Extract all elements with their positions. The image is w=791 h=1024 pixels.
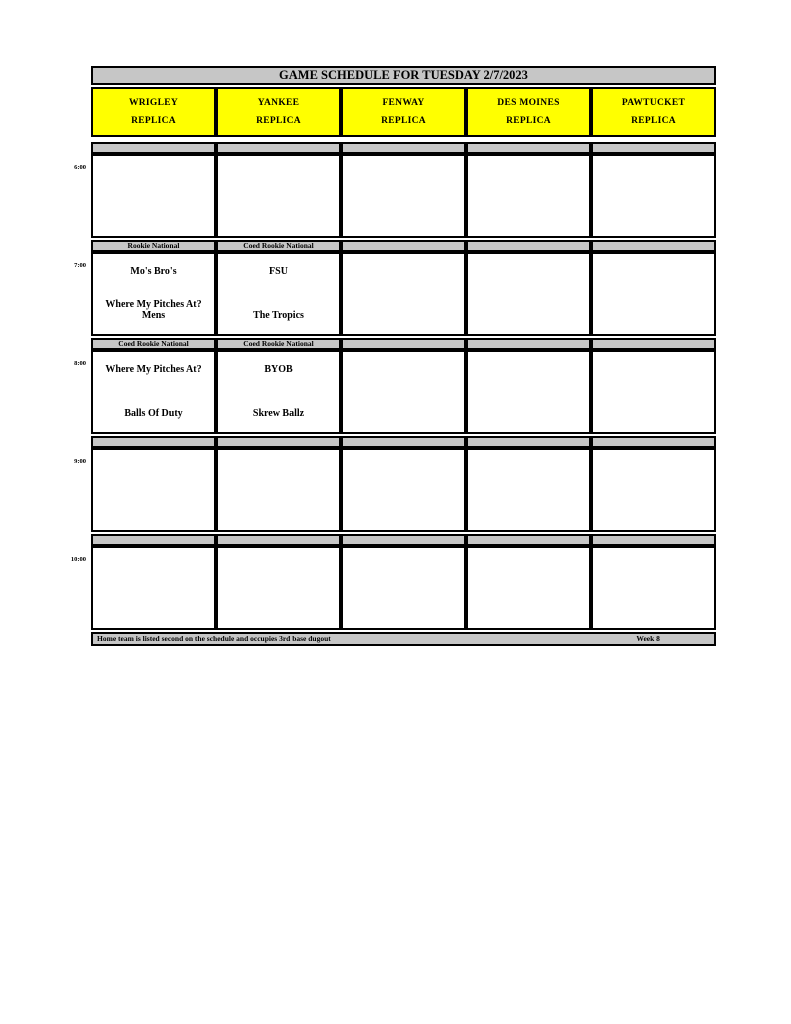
league-band — [466, 338, 591, 350]
game-cell — [91, 546, 216, 630]
league-band — [591, 534, 716, 546]
venue-header-yankee — [216, 87, 341, 137]
league-band — [591, 142, 716, 154]
time-label: 8:00 — [74, 360, 86, 367]
home-team: Skrew Ballz — [252, 408, 305, 419]
venue-header-wrigley — [91, 87, 216, 137]
hour-block-600 — [74, 142, 716, 238]
league-band — [341, 338, 466, 350]
venue-type: REPLICA — [131, 116, 176, 126]
venue-type: REPLICA — [506, 116, 551, 126]
league-band — [91, 436, 216, 448]
game-cell — [91, 154, 216, 238]
league-band-row — [91, 534, 716, 546]
game-cell — [341, 546, 466, 630]
time-label: 9:00 — [74, 458, 86, 465]
game-row — [91, 154, 716, 238]
game-cell — [91, 350, 216, 434]
game-cell — [466, 546, 591, 630]
league-band — [341, 436, 466, 448]
hour-block-900 — [74, 436, 716, 532]
league-band — [591, 240, 716, 252]
league-band — [466, 240, 591, 252]
game-cell — [216, 546, 341, 630]
game-cell — [91, 252, 216, 336]
game-cell — [466, 252, 591, 336]
game-cell — [466, 448, 591, 532]
home-team: Where My Pitches At? Mens — [105, 299, 202, 321]
game-cell — [216, 350, 341, 434]
league-band: Coed Rookie National — [216, 240, 341, 252]
league-band-row — [91, 436, 716, 448]
league-band-row — [91, 240, 716, 252]
league-band — [466, 534, 591, 546]
game-cell — [341, 252, 466, 336]
league-band — [341, 240, 466, 252]
venue-name: WRIGLEY — [128, 98, 179, 108]
game-row — [91, 350, 716, 434]
league-band — [216, 436, 341, 448]
league-band — [466, 436, 591, 448]
game-cell — [591, 546, 716, 630]
game-schedule-table — [70, 66, 716, 646]
hour-block-700 — [74, 240, 716, 336]
league-band — [466, 142, 591, 154]
league-band: Coed Rookie National — [91, 338, 216, 350]
venue-header-fenway — [341, 87, 466, 137]
venue-header-pawtucket — [591, 87, 716, 137]
footer-bar — [91, 632, 716, 646]
game-row — [91, 448, 716, 532]
game-row — [91, 252, 716, 336]
home-team: Balls Of Duty — [124, 408, 183, 419]
hour-block-1000 — [70, 534, 716, 630]
venue-header-des-moines — [466, 87, 591, 137]
league-band: Rookie National — [91, 240, 216, 252]
away-team: BYOB — [264, 364, 293, 375]
away-team: Mo's Bro's — [130, 266, 177, 277]
home-team: The Tropics — [253, 310, 304, 321]
hour-block-800 — [74, 338, 716, 434]
venue-name: DES MOINES — [497, 98, 560, 108]
away-team: FSU — [269, 266, 288, 277]
game-row — [91, 546, 716, 630]
league-band — [216, 142, 341, 154]
league-band — [341, 142, 466, 154]
game-cell — [591, 154, 716, 238]
game-cell — [466, 350, 591, 434]
time-label: 10:00 — [70, 556, 86, 563]
week-number: Week 8 — [636, 634, 660, 643]
game-cell — [216, 252, 341, 336]
league-band — [341, 534, 466, 546]
game-cell — [466, 154, 591, 238]
venue-type: REPLICA — [381, 116, 426, 126]
venue-type: REPLICA — [631, 116, 676, 126]
game-cell — [591, 448, 716, 532]
venue-name: PAWTUCKET — [621, 98, 686, 108]
league-band-row — [91, 142, 716, 154]
schedule-title: GAME SCHEDULE FOR TUESDAY 2/7/2023 — [91, 66, 716, 85]
home-team-note: Home team is listed second on the schedule and occupies 3rd base dugout — [97, 634, 331, 643]
game-cell — [216, 448, 341, 532]
time-label: 7:00 — [74, 262, 86, 269]
time-label: 6:00 — [74, 164, 86, 171]
league-band — [591, 338, 716, 350]
game-cell — [91, 448, 216, 532]
league-band — [216, 534, 341, 546]
venue-type: REPLICA — [256, 116, 301, 126]
game-cell — [591, 252, 716, 336]
league-band: Coed Rookie National — [216, 338, 341, 350]
game-cell — [591, 350, 716, 434]
game-cell — [341, 448, 466, 532]
league-band — [91, 534, 216, 546]
away-team: Where My Pitches At? — [105, 364, 202, 375]
venue-name: FENWAY — [382, 98, 425, 108]
game-cell — [341, 350, 466, 434]
league-band — [591, 436, 716, 448]
league-band — [91, 142, 216, 154]
league-band-row — [91, 338, 716, 350]
game-cell — [216, 154, 341, 238]
venue-name: YANKEE — [257, 98, 300, 108]
venue-header-row — [91, 87, 716, 137]
game-cell — [341, 154, 466, 238]
